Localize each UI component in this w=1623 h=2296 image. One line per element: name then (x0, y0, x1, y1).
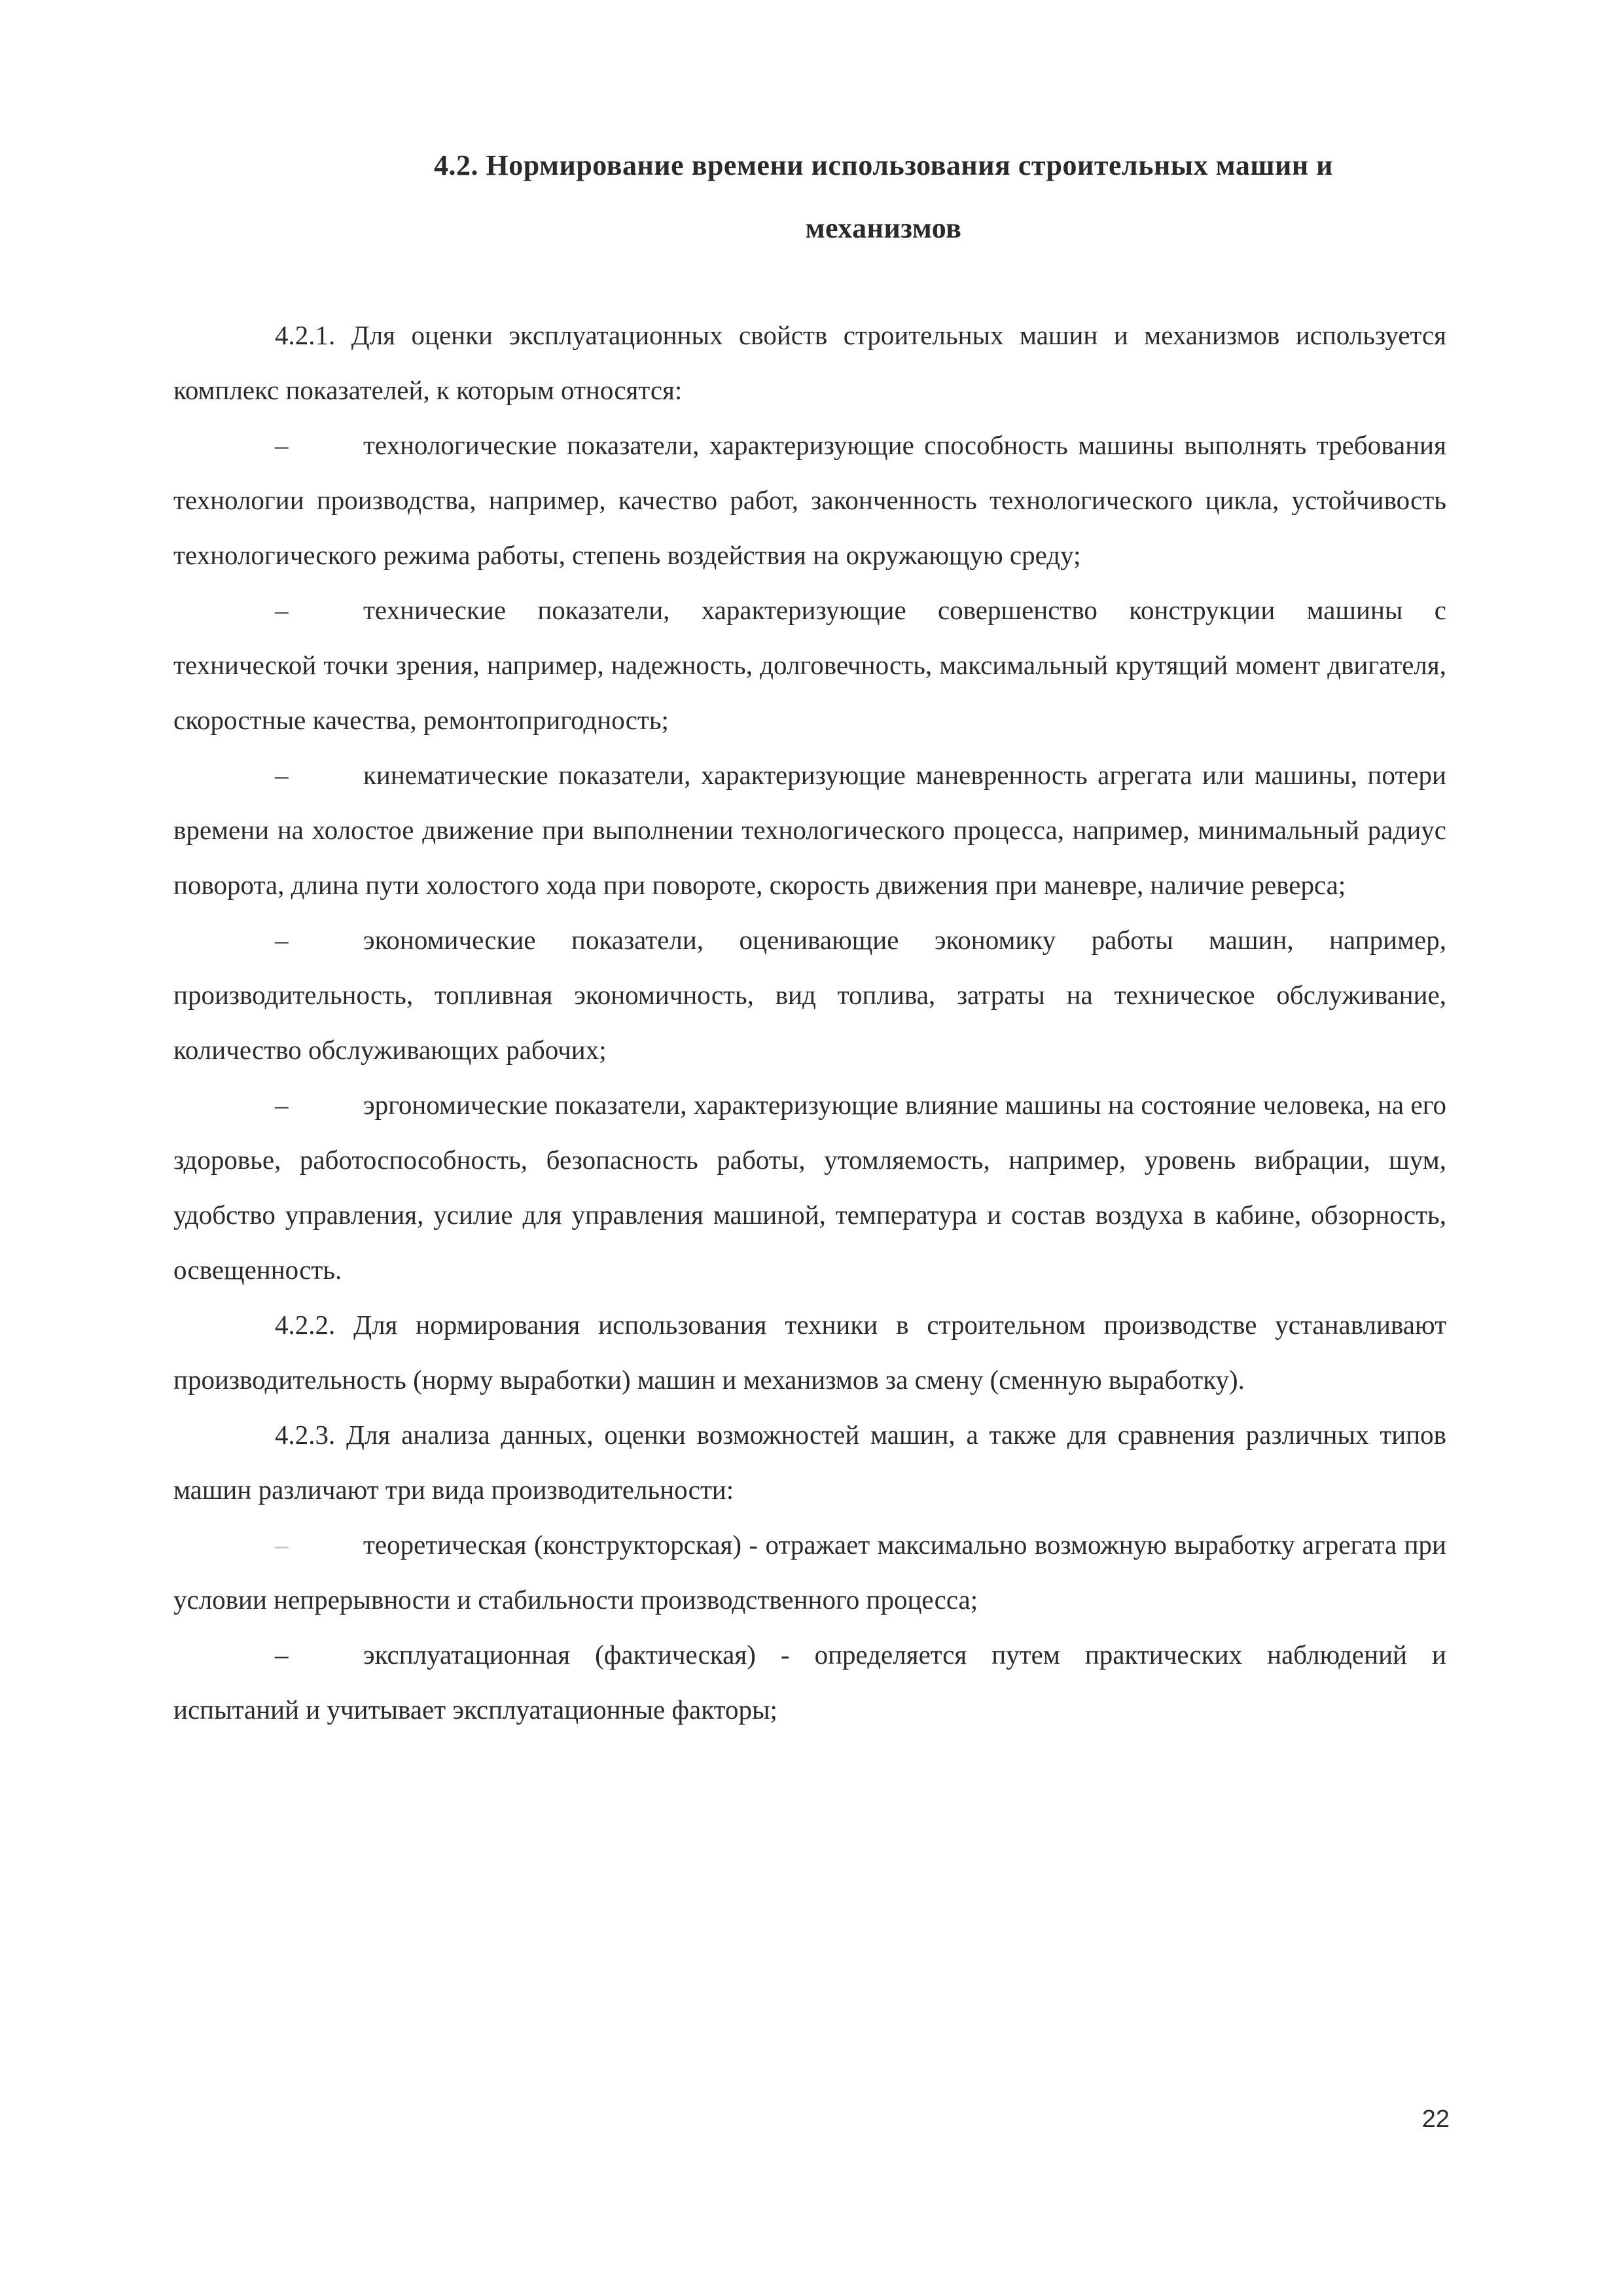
list-item (173, 1627, 1446, 1737)
list-item-text: технологические показатели, характеризующие способность машины выполнять требования технологии производства, например, качество работ, законченность технологического цикла, устойчивость технологического режима работы, степень воздействия на окружающую среду; (173, 430, 1446, 570)
paragraph-4-2-1: 4.2.1. Для оценки эксплуатационных свойств строительных машин и механизмов используется комплекс показателей, к которым относятся: (173, 320, 1446, 405)
list-dash: – (275, 595, 289, 625)
list-item-text: эксплуатационная (фактическая) - определяется путем практических наблюдений и испытаний и учитывает эксплуатационные факторы; (173, 1640, 1446, 1725)
list-item (173, 583, 1446, 747)
list-dash: – (275, 760, 289, 790)
list-dash: – (275, 925, 289, 955)
list-item (173, 418, 1446, 583)
list-item (173, 1517, 1446, 1627)
paragraph-4-2-2: 4.2.2. Для нормирования использования техники в строительном производстве устанавливают производительность (норму выработки) машин и механизмов за смену (сменную выработку). (173, 1310, 1446, 1395)
document-body (173, 308, 1446, 1737)
list-item (173, 1077, 1446, 1297)
list-item (173, 912, 1446, 1077)
list-item-text: экономические показатели, оценивающие экономику работы машин, например, производительность, топливная экономичность, вид топлива, затраты на техническое обслуживание, количество обслуживающих рабочих; (173, 925, 1446, 1065)
list-item (173, 747, 1446, 912)
page-number: 22 (1421, 2106, 1450, 2133)
list-item-text: эргономические показатели, характеризующие влияние машины на состояние человека, на его здоровье, работоспособность, безопасность работы, утомляемость, например, уровень вибрации, шум, удобство управления, усилие для управления машиной, температура и состав воздуха в кабине, обзорность, освещенность. (173, 1090, 1446, 1285)
list-dash: – (275, 1530, 289, 1560)
list-dash: – (275, 1640, 289, 1670)
heading-line-1: 4.2. Нормирование времени использования строительных машин и (433, 149, 1334, 181)
list-item-text: кинематические показатели, характеризующие маневренность агрегата или машины, потери времени на холостое движение при выполнении технологического процесса, например, минимальный радиус поворота, длина пути холостого хода при повороте, скорость движения при маневре, наличие реверса; (173, 760, 1446, 900)
list-item-text: технические показатели, характеризующие совершенство конструкции машины с технической точки зрения, например, надежность, долговечность, максимальный крутящий момент двигателя, скоростные качества, ремонтопригодность; (173, 595, 1446, 735)
section-heading (327, 134, 1440, 260)
heading-line-2: механизмов (805, 212, 962, 244)
paragraph-4-2-3: 4.2.3. Для анализа данных, оценки возможностей машин, а также для сравнения различных типов машин различают три вида производительности: (173, 1420, 1446, 1505)
list-item-text: теоретическая (конструкторская) - отражает максимально возможную выработку агрегата при условии непрерывности и стабильности производственного процесса; (173, 1530, 1446, 1615)
list-dash: – (275, 1090, 289, 1120)
list-dash: – (275, 430, 289, 460)
